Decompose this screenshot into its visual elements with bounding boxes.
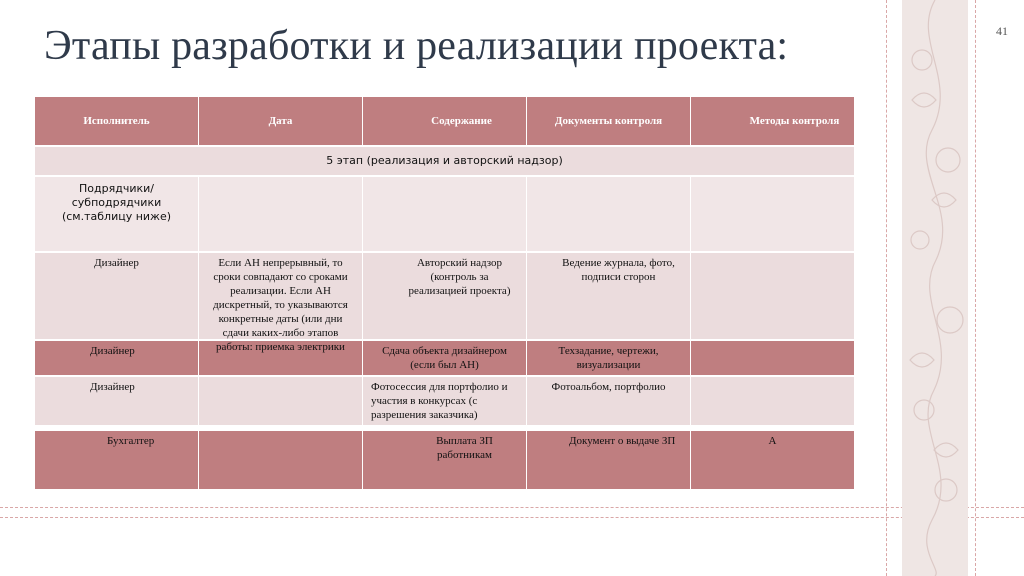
cell-date — [199, 431, 362, 437]
slide-title: Этапы разработки и реализации проекта: — [44, 23, 789, 69]
cell-executor: Дизайнер — [94, 257, 139, 269]
stage-row — [35, 147, 855, 177]
cell-content — [363, 177, 526, 183]
stage-label: 5 этап (реализация и авторский надзор) — [326, 154, 563, 167]
cell-executor: Бухгалтер — [107, 435, 155, 447]
cell-methods — [691, 377, 854, 383]
table-row — [35, 177, 855, 253]
project-stages-table — [35, 97, 855, 491]
cell-content: Фотосессия для портфолио и участия в конкурсах (с разрешения заказчика) — [371, 381, 508, 421]
table-header-row — [35, 97, 855, 147]
table-row — [35, 341, 855, 377]
header-documents: Документы контроля — [527, 97, 691, 147]
decorative-line — [975, 0, 976, 576]
cell-documents: Фотоальбом, портфолио — [551, 381, 666, 393]
floral-decoration — [902, 0, 968, 576]
header-date: Дата — [199, 97, 363, 147]
table-row — [35, 377, 855, 427]
cell-content: Выплата ЗП работникам — [436, 435, 493, 461]
cell-content: Авторский надзор (контроль за реализацией проекта) — [408, 257, 511, 297]
cell-content: Сдача объекта дизайнером (если был АН) — [382, 345, 507, 371]
page-number: 41 — [996, 24, 1008, 38]
cell-executor: Дизайнер — [90, 381, 135, 393]
cell-date: Если АН непрерывный, то сроки совпадают со сроками реализации. Если АН дискретный, то указываются конкретные даты (или дни сдачи каких-либо этапов работы: приемка электрики — [213, 257, 348, 353]
decorative-line — [0, 517, 1024, 518]
header-content: Содержание — [363, 97, 527, 147]
decorative-line — [0, 507, 1024, 508]
cell-methods — [691, 253, 854, 259]
header-methods: Методы контроля — [691, 97, 855, 147]
cell-documents — [527, 177, 690, 183]
cell-methods — [691, 177, 854, 183]
cell-documents: Ведение журнала, фото, подписи сторон — [562, 257, 675, 283]
table-row — [35, 253, 855, 341]
cell-executor: Подрядчики/ субподрядчики (см.таблицу ниже) — [61, 182, 172, 223]
header-executor: Исполнитель — [35, 97, 199, 147]
cell-executor: Дизайнер — [90, 345, 135, 357]
cell-date — [199, 177, 362, 183]
decorative-line — [886, 0, 887, 576]
cell-methods — [691, 341, 854, 347]
cell-documents: Документ о выдаче ЗП — [569, 435, 676, 447]
cell-date — [199, 377, 362, 383]
cell-methods: А — [768, 435, 777, 447]
cell-documents: Техзадание, чертежи, визуализации — [558, 345, 659, 371]
table-row — [35, 431, 855, 491]
